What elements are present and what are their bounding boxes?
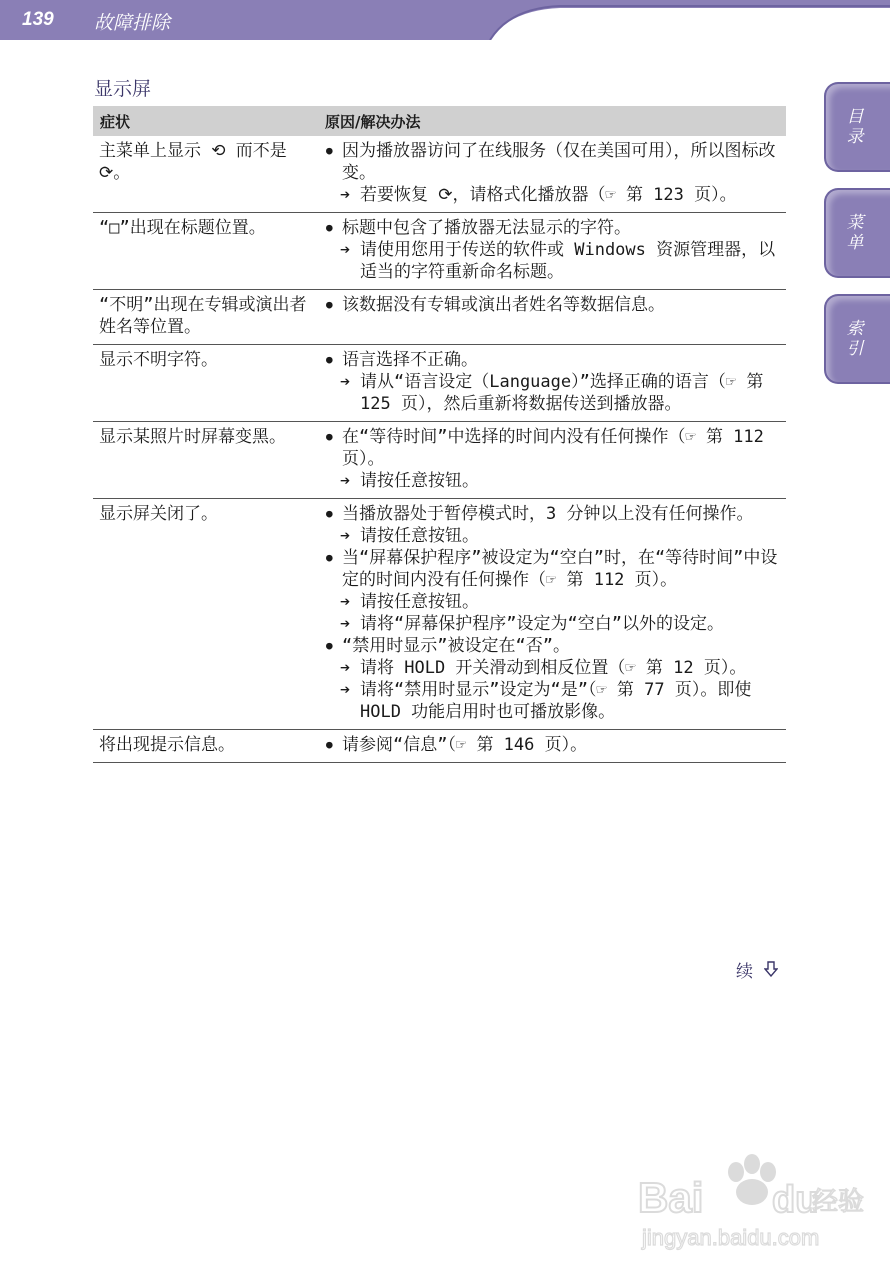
item-text: 请将“屏幕保护程序”设定为“空白”以外的设定。 xyxy=(360,614,724,634)
arrow-right-icon: ➔ xyxy=(340,185,351,205)
troubleshooting-table xyxy=(93,106,786,763)
item-text: 请按任意按钮。 xyxy=(360,471,479,491)
cause-item xyxy=(326,294,780,316)
item-text: 若要恢复 ⟳，请格式化播放器（☞ 第 123 页）。 xyxy=(360,185,737,205)
cause-item xyxy=(326,635,780,657)
svg-text:jingyan.baidu.com: jingyan.baidu.com xyxy=(642,1225,820,1250)
baidu-watermark xyxy=(636,1150,876,1260)
cause-item xyxy=(326,503,780,525)
item-text: 当播放器处于暂停模式时，3 分钟以上没有任何操作。 xyxy=(342,504,754,524)
cause-item xyxy=(326,217,780,239)
item-text: 在“等待时间”中选择的时间内没有任何操作（☞ 第 112 页）。 xyxy=(342,427,764,469)
solution-cell xyxy=(320,136,786,212)
header-symptom: 症状 xyxy=(100,112,131,131)
solution-step xyxy=(326,591,780,613)
symptom-cell: 主菜单上显示 ⟲ 而不是 ⟳。 xyxy=(99,141,287,183)
bullet-icon: ● xyxy=(326,738,333,751)
symptom-cell: 将出现提示信息。 xyxy=(99,735,235,755)
arrow-right-icon: ➔ xyxy=(340,614,351,634)
solution-step xyxy=(326,679,780,723)
solution-step xyxy=(326,470,780,492)
item-text: 请从“语言设定（Language）”选择正确的语言（☞ 第 125 页），然后重新将数据传送到播放器。 xyxy=(360,372,764,414)
symptom-cell: “不明”出现在专辑或演出者姓名等位置。 xyxy=(99,295,307,337)
solution-step xyxy=(326,613,780,635)
page-number: 139 xyxy=(22,9,54,30)
cause-item xyxy=(326,547,780,591)
bullet-icon: ● xyxy=(326,298,333,311)
symptom-cell: 显示某照片时屏幕变黑。 xyxy=(99,427,286,447)
tab-index[interactable] xyxy=(824,294,890,384)
svg-text:du: du xyxy=(772,1179,819,1221)
arrow-right-icon: ➔ xyxy=(340,240,351,260)
symptom-cell: “□”出现在标题位置。 xyxy=(99,218,266,238)
tab-contents-label: 目录 xyxy=(842,107,863,147)
item-text: 请将“禁用时显示”设定为“是”（☞ 第 77 页）。即使 HOLD 功能启用时也可播放影像。 xyxy=(360,680,752,722)
solution-cell xyxy=(320,290,786,344)
svg-text:Bai: Bai xyxy=(638,1174,704,1221)
bullet-icon: ● xyxy=(326,221,333,234)
item-text: 语言选择不正确。 xyxy=(342,350,478,370)
section-title: 显示屏 xyxy=(94,78,152,100)
table-header xyxy=(93,106,786,136)
table-row xyxy=(93,730,786,763)
bullet-icon: ● xyxy=(326,353,333,366)
solution-cell xyxy=(320,213,786,289)
cause-item xyxy=(326,349,780,371)
svg-text:经验: 经验 xyxy=(812,1187,865,1217)
symptom-cell: 显示屏关闭了。 xyxy=(99,504,218,524)
header-band xyxy=(0,0,890,40)
item-text: 当“屏幕保护程序”被设定为“空白”时，在“等待时间”中设定的时间内没有任何操作（☞ 第 112 页）。 xyxy=(342,548,778,590)
arrow-right-icon: ➔ xyxy=(340,592,351,612)
tab-menu-label: 菜单 xyxy=(842,213,863,253)
table-body xyxy=(93,136,786,763)
arrow-right-icon: ➔ xyxy=(340,680,351,700)
solution-cell xyxy=(320,499,786,729)
header-title: 故障排除 xyxy=(94,12,171,34)
bullet-icon: ● xyxy=(326,551,333,564)
solution-cell xyxy=(320,345,786,421)
solution-step xyxy=(326,184,780,206)
table-row xyxy=(93,213,786,290)
item-text: “禁用时显示”被设定在“否”。 xyxy=(342,636,570,656)
header-solution: 原因/解决办法 xyxy=(325,112,421,131)
solution-step xyxy=(326,371,780,415)
tab-menu[interactable] xyxy=(824,188,890,278)
table-row xyxy=(93,345,786,422)
baidu-paw-icon xyxy=(636,1150,876,1260)
bullet-icon: ● xyxy=(326,430,333,443)
bullet-icon: ● xyxy=(326,639,333,652)
bullet-icon: ● xyxy=(326,144,333,157)
item-text: 请按任意按钮。 xyxy=(360,592,479,612)
tab-index-label: 索引 xyxy=(842,319,863,359)
solution-step xyxy=(326,657,780,679)
item-text: 标题中包含了播放器无法显示的字符。 xyxy=(342,218,631,238)
continued-indicator[interactable] xyxy=(736,957,778,982)
arrow-right-icon: ➔ xyxy=(340,471,351,491)
arrow-right-icon: ➔ xyxy=(340,658,351,678)
table-row xyxy=(93,499,786,730)
solution-cell xyxy=(320,422,786,498)
continued-label: 续 xyxy=(736,962,753,982)
item-text: 请使用您用于传送的软件或 Windows 资源管理器，以适当的字符重新命名标题。 xyxy=(360,240,776,282)
tab-contents[interactable] xyxy=(824,82,890,172)
table-row xyxy=(93,290,786,345)
cause-item xyxy=(326,734,780,756)
item-text: 该数据没有专辑或演出者姓名等数据信息。 xyxy=(342,295,665,315)
item-text: 请将 HOLD 开关滑动到相反位置（☞ 第 12 页）。 xyxy=(360,658,747,678)
cause-item xyxy=(326,426,780,470)
solution-cell xyxy=(320,730,786,762)
table-row xyxy=(93,422,786,499)
item-text: 请参阅“信息”（☞ 第 146 页）。 xyxy=(342,735,588,755)
solution-step xyxy=(326,525,780,547)
bullet-icon: ● xyxy=(326,507,333,520)
arrow-right-icon: ➔ xyxy=(340,526,351,546)
arrow-right-icon: ➔ xyxy=(340,372,351,392)
symptom-cell: 显示不明字符。 xyxy=(99,350,218,370)
item-text: 请按任意按钮。 xyxy=(360,526,479,546)
cause-item xyxy=(326,140,780,184)
table-row xyxy=(93,136,786,213)
arrow-down-icon xyxy=(764,962,778,982)
item-text: 因为播放器访问了在线服务（仅在美国可用），所以图标改变。 xyxy=(342,141,776,183)
solution-step xyxy=(326,239,780,283)
